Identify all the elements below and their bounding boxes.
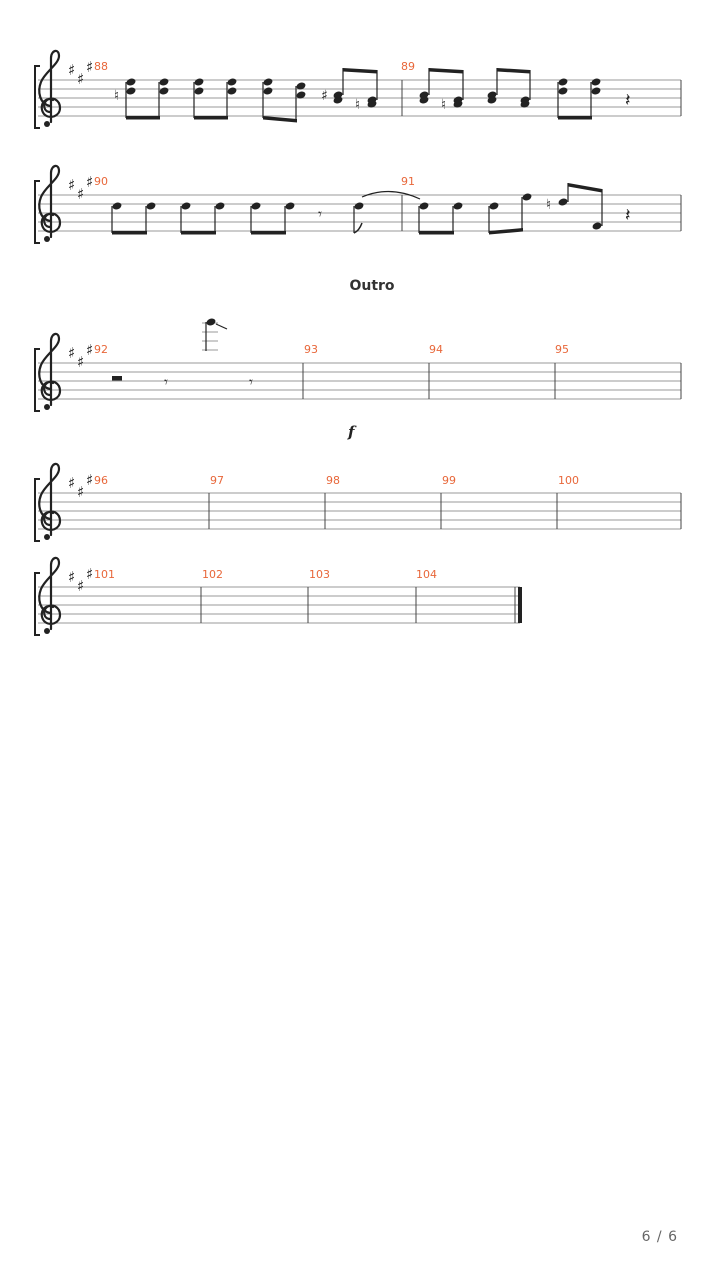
measure-number: 103 <box>309 568 330 581</box>
notes-m88 <box>114 68 377 123</box>
svg-text:♮: ♮ <box>355 97 361 113</box>
key-signature <box>68 58 93 88</box>
measure-number: 92 <box>94 343 108 356</box>
key-signature <box>68 173 93 203</box>
staff-lines <box>38 493 681 529</box>
svg-text:♮: ♮ <box>546 197 552 213</box>
key-signature <box>68 471 93 501</box>
dynamic-marking: f <box>348 423 355 441</box>
page-indicator: 6 / 6 <box>641 1229 678 1245</box>
eighth-rest: 𝄾 <box>164 373 168 391</box>
system-5 <box>35 558 522 635</box>
measure-number: 89 <box>401 60 415 73</box>
half-rest <box>112 376 122 381</box>
measure-number: 88 <box>94 60 108 73</box>
key-signature <box>68 341 93 371</box>
staff-lines <box>38 587 520 623</box>
eighth-rest: 𝄾 <box>249 373 253 391</box>
key-signature <box>68 565 93 595</box>
staff-lines <box>38 195 681 231</box>
svg-text:♯: ♯ <box>321 88 328 104</box>
measure-number: 91 <box>401 175 415 188</box>
measure-number: 95 <box>555 343 569 356</box>
measure-number: 98 <box>326 474 340 487</box>
measure-number: 104 <box>416 568 437 581</box>
measure-number: 99 <box>442 474 456 487</box>
measure-number: 96 <box>94 474 108 487</box>
measure-number: 97 <box>210 474 224 487</box>
system-1 <box>35 51 681 128</box>
measure-number: 101 <box>94 568 115 581</box>
notes-m89 <box>419 68 631 120</box>
final-barline-thick <box>518 587 522 623</box>
system-2 <box>35 166 681 243</box>
staff-lines <box>38 363 681 399</box>
measure-number: 90 <box>94 175 108 188</box>
measure-number: 93 <box>304 343 318 356</box>
measure-number: 94 <box>429 343 443 356</box>
svg-text:♮: ♮ <box>441 97 447 113</box>
measure-number: 100 <box>558 474 579 487</box>
quarter-rest: 𝄽 <box>625 205 631 226</box>
notes-m92 <box>112 317 253 391</box>
svg-text:♮: ♮ <box>114 88 120 104</box>
section-label: Outro <box>349 278 395 294</box>
system-3 <box>35 317 681 411</box>
measure-number: 102 <box>202 568 223 581</box>
eighth-rest: 𝄾 <box>318 205 322 223</box>
quarter-rest: 𝄽 <box>625 90 631 111</box>
notes-m91 <box>419 183 631 235</box>
system-4 <box>35 464 681 541</box>
